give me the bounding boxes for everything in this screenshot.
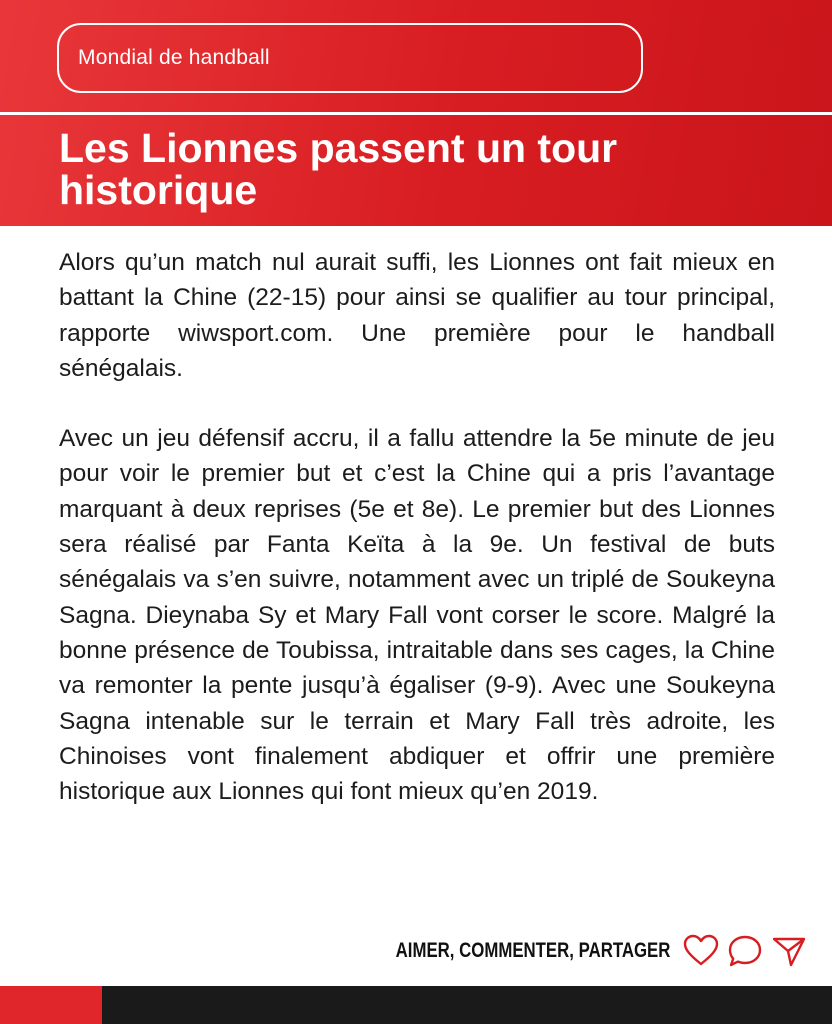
article-header [0, 0, 832, 226]
call-to-action-text: AIMER, COMMENTER, PARTAGER [395, 939, 670, 962]
share-icon[interactable] [770, 932, 808, 970]
comment-icon[interactable] [726, 932, 764, 970]
article-body [59, 245, 775, 809]
article-paragraph-2: Avec un jeu défensif accru, il a fallu attendre la 5e minute de jeu pour voir le premier but et c’est la Chine qui a pris l’avantage marquant à deux reprises (5e et 8e). Le premier but des Lionnes sera réalisé par Fanta Keïta à la 9e. Un festival de buts sénégalais va s’en suivre, notamment avec un triplé de Soukeyna Sagna. Dieynaba Sy et Mary Fall vont corser le score. Malgré la bonne présence de Toubissa, intraitable dans ses cages, la Chine va remonter la pente jusqu’à égaliser (9-9). Avec une Soukeyna Sagna intenable sur le terrain et Mary Fall très adroite, les Chinoises vont finalement abdiquer et offrir une première historique aux Lionnes qui font mieux qu’en 2019. [59, 425, 775, 806]
category-tag[interactable] [57, 23, 643, 93]
category-label: Mondial de handball [78, 46, 270, 69]
header-divider [0, 112, 832, 115]
heart-icon[interactable] [682, 932, 720, 970]
article-paragraph-1: Alors qu’un match nul aurait suffi, les Lionnes ont fait mieux en battant la Chine (22-15) pour ainsi se qualifier au tour principal, rapporte wiwsport.com. Une première pour le handball sénégalais. [59, 249, 775, 382]
social-actions [327, 932, 808, 970]
footer-accent [0, 986, 102, 1024]
footer-bar [0, 986, 832, 1024]
headline: Les Lionnes passent un tour historique [59, 125, 618, 213]
